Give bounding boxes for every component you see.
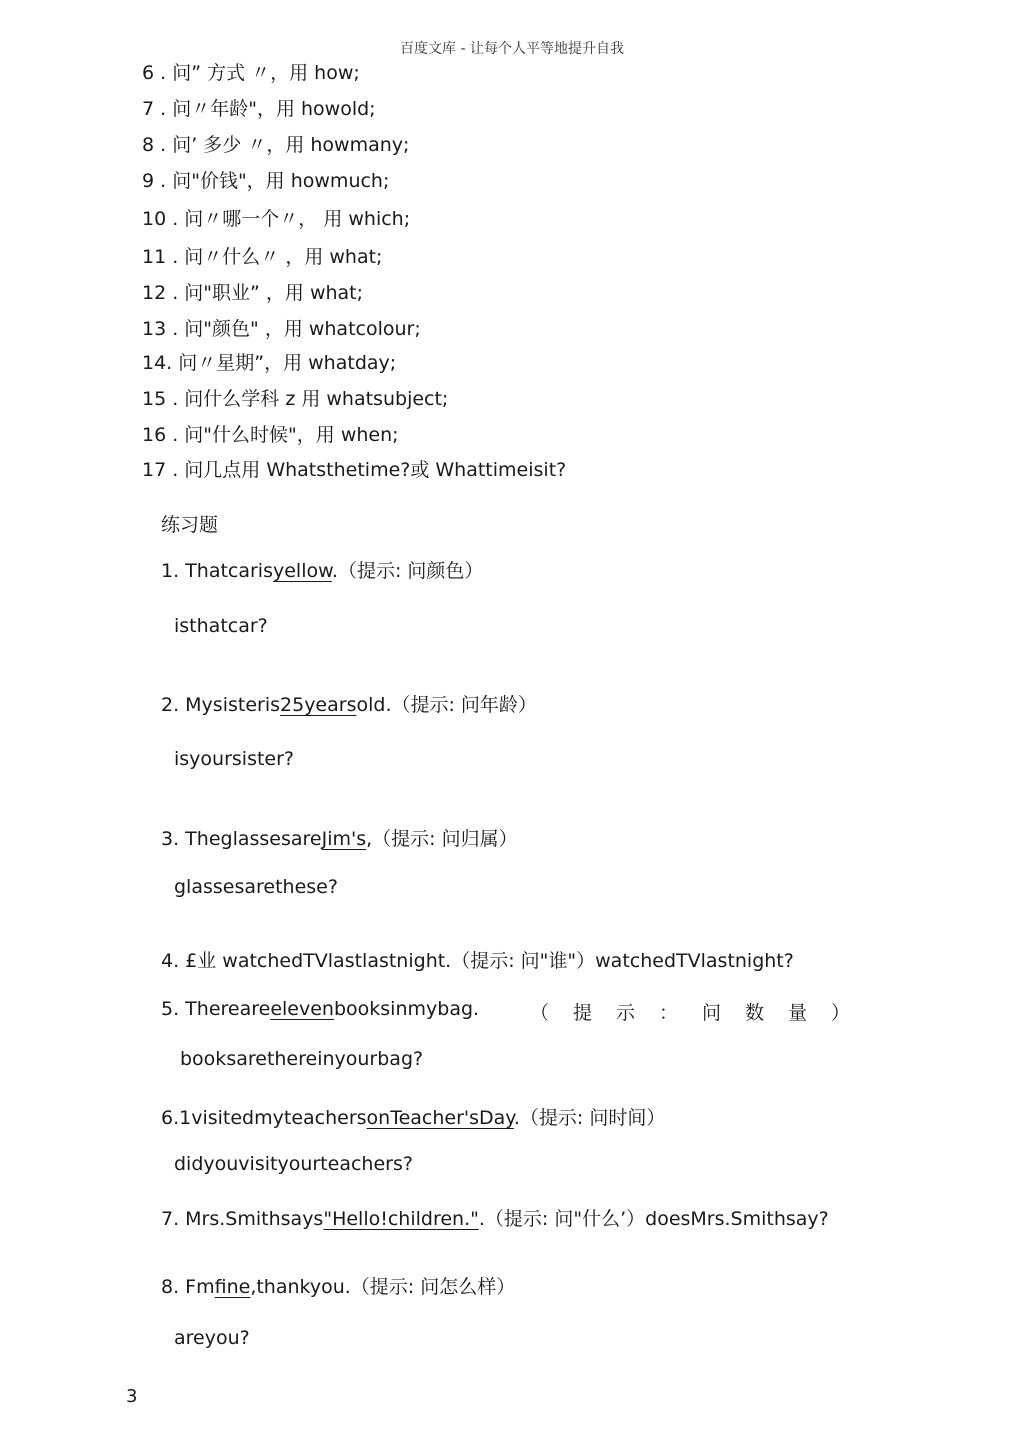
exercise-answer-line: didyouvisityourteachers? — [174, 1153, 413, 1175]
rule-item: 11 . 问〃什么〃 ，用 what; — [142, 246, 383, 268]
rule-item: 14. 问〃星期”，用 whatday; — [142, 352, 397, 374]
underlined-answer: 25years — [280, 694, 357, 716]
underlined-answer: eleven — [270, 998, 334, 1020]
exercise-question — [161, 1272, 515, 1299]
exercise-question — [161, 946, 794, 973]
rule-item: 17 . 问几点用 Whatsthetime?或 Whattimeisit? — [142, 459, 567, 481]
question-hint: .（提示: 问"什么’）doesMrs.Smithsay? — [478, 1208, 829, 1230]
exercise-question — [161, 1204, 829, 1231]
exercise-answer-line: areyou? — [174, 1327, 250, 1349]
rule-item: 7 . 问〃年龄"，用 howold; — [142, 98, 376, 120]
question-hint: old.（提示: 问年龄） — [356, 694, 537, 716]
question-hint: （提示：问数量） — [530, 1002, 875, 1024]
exercise-question — [161, 556, 483, 583]
question-text: 1. Thatcaris — [161, 560, 273, 582]
exercise-question — [161, 690, 537, 717]
rule-item: 16 . 问"什么时候"，用 when; — [142, 424, 399, 446]
rule-item: 15 . 问什么学科 z 用 whatsubject; — [142, 388, 449, 410]
underlined-answer: onTeacher'sDay — [366, 1107, 514, 1129]
underlined-answer: fine — [214, 1276, 251, 1298]
rule-item: 6 . 问” 方式 〃，用 how; — [142, 62, 360, 84]
rule-item: 9 . 问"价钱"，用 howmuch; — [142, 170, 390, 192]
question-text-tail: booksinmybag. — [333, 998, 480, 1020]
rule-item: 13 . 问"颜色" ，用 whatcolour; — [142, 318, 421, 340]
question-text: 8. Fm — [161, 1276, 215, 1298]
question-text: 5. Thereare — [161, 998, 271, 1020]
page-header: 百度文库 - 让每个人平等地提升自我 — [400, 41, 624, 57]
question-text: 7. Mrs.Smithsays — [161, 1208, 324, 1230]
rule-item: 8 . 问’ 多少 〃，用 howmany; — [142, 134, 410, 156]
exercise-answer-line: booksarethereinyourbag? — [180, 1048, 424, 1070]
section-title: 练习题 — [161, 514, 219, 536]
rule-item: 12 . 问"职业” ，用 what; — [142, 282, 364, 304]
question-text: 3. Theglassesare — [161, 828, 322, 850]
exercise-answer-line: isthatcar? — [174, 615, 268, 637]
question-hint: .（提示: 问时间） — [513, 1107, 666, 1129]
rule-item: 10 . 问〃哪一个〃， 用 which; — [142, 208, 411, 230]
question-hint: .（提示: 问颜色） — [331, 560, 484, 582]
underlined-answer: yellow — [273, 560, 332, 582]
exercise-question — [161, 1103, 665, 1130]
page-number: 3 — [126, 1386, 138, 1407]
question-hint: ,thankyou.（提示: 问怎么样） — [250, 1276, 516, 1298]
exercise-question — [161, 998, 479, 1020]
question-hint: ,（提示: 问归属） — [366, 828, 518, 850]
exercise-answer-line: glassesarethese? — [174, 876, 338, 898]
question-text: 6.1visitedmyteachers — [161, 1107, 367, 1129]
question-text: 4. £业 watchedTVlastlastnight.（提示: 问"谁"）watchedTVlastnight? — [161, 950, 794, 972]
exercise-answer-line: isyoursister? — [174, 748, 295, 770]
underlined-answer: Jim's — [321, 828, 367, 850]
underlined-answer: "Hello!children." — [323, 1208, 479, 1230]
question-text: 2. Mysisteris — [161, 694, 281, 716]
exercise-question — [161, 824, 518, 851]
